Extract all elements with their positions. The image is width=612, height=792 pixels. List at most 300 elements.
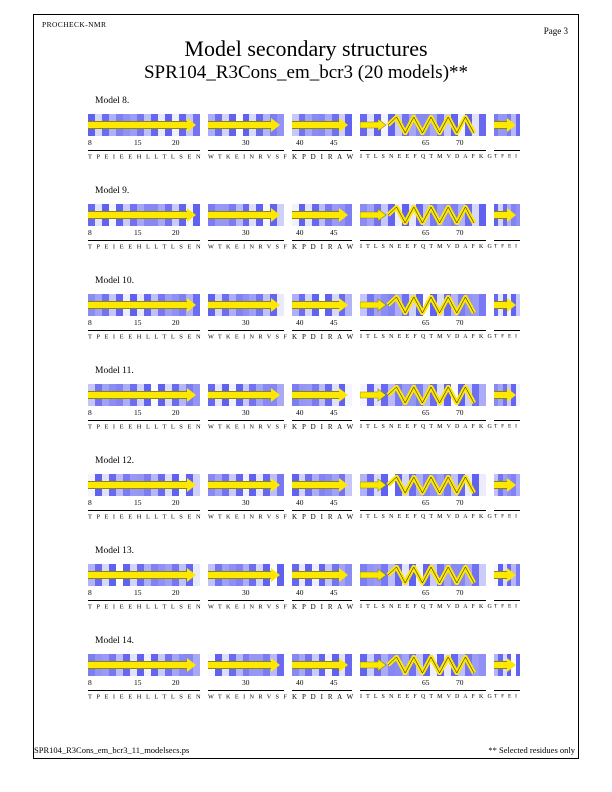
residue-sequence: T P E I E E H L L T L S E N [88,423,203,431]
sequence-rule [208,600,284,601]
arrow-body [88,211,187,219]
residue-sequence: W T K E I N R V S F [208,423,289,431]
panel-3 [292,294,355,354]
sequence-rule [292,690,352,691]
beta-strand-arrow [292,388,348,402]
panel-2 [208,114,289,174]
tick-label: 30 [242,138,250,147]
sequence-rule [208,420,284,421]
arrow-head [187,388,196,402]
tick-label: 70 [456,228,464,237]
arrow-head [339,388,348,402]
strip-cell [516,294,520,316]
panel-row [88,294,518,354]
residue-sequence: W T K E I N R V S F [208,333,289,341]
sequence-rule [292,420,352,421]
sequence-rule [494,600,520,601]
tick-label: 65 [422,228,430,237]
tick-label: 8 [88,228,92,237]
alpha-helix-coil [360,655,486,675]
residue-sequence: I T L S N E E F Q T M V D A F K G [360,423,494,430]
arrow-head [507,658,516,672]
residue-ticks [88,408,200,418]
alpha-helix-coil [360,205,486,225]
panel-3 [292,114,355,174]
panel-5 [494,654,520,714]
residue-sequence: T P E I E E H L L T L S E N [88,693,203,701]
sequence-rule [360,420,486,421]
beta-strand-arrow [88,388,196,402]
residue-ticks [208,498,284,508]
model-label: Model 13. [95,546,135,556]
panel-3 [292,654,355,714]
arrow-head [507,208,516,222]
sequence-rule [360,330,486,331]
arrow-head [339,118,348,132]
panel-4 [360,654,494,714]
panel-1 [88,564,203,624]
tick-label: 20 [172,138,180,147]
arrow-body [292,571,339,579]
strip-cell [516,384,520,406]
panel-3 [292,474,355,534]
residue-sequence: T F E I [494,333,519,340]
arrow-body [494,571,507,579]
residue-sequence: I T L S N E E F Q T M V D A F K G [360,333,494,340]
beta-strand-arrow [292,478,348,492]
arrow-head [507,298,516,312]
arrow-body [208,391,271,399]
beta-strand-arrow [494,388,516,402]
tick-label: 30 [242,498,250,507]
arrow-body [88,571,187,579]
footer-filename: SPR104_R3Cons_em_bcr3_11_modelsecs.ps [34,745,190,755]
tick-label: 45 [330,498,338,507]
residue-ticks [494,498,520,508]
panel-4 [360,294,494,354]
arrow-head [187,568,196,582]
arrow-head [271,478,280,492]
strip-cell [516,474,520,496]
arrow-head [187,118,196,132]
beta-strand-arrow [208,568,280,582]
residue-ticks [292,138,352,148]
arrow-head [271,208,280,222]
page-title: Model secondary structures [184,36,428,61]
panel-3 [292,204,355,264]
panel-4 [360,204,494,264]
arrow-head [507,118,516,132]
beta-strand-arrow [494,118,516,132]
arrow-body [292,391,339,399]
tick-label: 15 [134,678,142,687]
arrow-head [339,298,348,312]
residue-ticks [292,228,352,238]
tick-label: 20 [172,228,180,237]
residue-ticks [88,318,200,328]
sequence-rule [88,690,200,691]
strip-cell [516,114,520,136]
panel-2 [208,384,289,444]
residue-ticks [360,588,486,598]
sequence-rule [88,600,200,601]
tick-label: 40 [296,588,304,597]
tick-label: 65 [422,138,430,147]
arrow-body [494,481,507,489]
panel-1 [88,204,203,264]
beta-strand-arrow [88,118,196,132]
residue-sequence: W T K E I N R V S F [208,153,289,161]
arrow-body [208,211,271,219]
arrow-body [494,661,507,669]
panel-5 [494,384,520,444]
tick-label: 15 [134,318,142,327]
tick-label: 65 [422,318,430,327]
panel-1 [88,654,203,714]
residue-sequence: W T K E I N R V S F [208,513,289,521]
beta-strand-arrow [208,388,280,402]
residue-sequence: K P D I R A W [292,693,355,701]
arrow-head [187,208,196,222]
sequence-rule [292,510,352,511]
residue-ticks [88,228,200,238]
tick-label: 8 [88,498,92,507]
arrow-body [292,211,339,219]
residue-sequence: T P E I E E H L L T L S E N [88,243,203,251]
alpha-helix-coil [360,565,486,585]
panel-1 [88,384,203,444]
panel-5 [494,204,520,264]
model-label: Model 8. [95,96,130,106]
panel-3 [292,384,355,444]
residue-sequence: T P E I E E H L L T L S E N [88,513,203,521]
residue-ticks [208,678,284,688]
beta-strand-arrow [494,298,516,312]
residue-sequence: W T K E I N R V S F [208,603,289,611]
tick-label: 15 [134,588,142,597]
residue-sequence: I T L S N E E F Q T M V D A F K G [360,243,494,250]
residue-sequence: T P E I E E H L L T L S E N [88,153,203,161]
arrow-body [88,661,187,669]
arrow-head [339,658,348,672]
residue-sequence: K P D I R A W [292,423,355,431]
arrow-body [88,391,187,399]
tick-label: 70 [456,498,464,507]
arrow-body [208,301,271,309]
residue-ticks [208,138,284,148]
panel-row [88,474,518,534]
tick-label: 20 [172,588,180,597]
model-label: Model 10. [95,276,135,286]
arrow-head [339,478,348,492]
arrow-head [339,568,348,582]
beta-strand-arrow [292,298,348,312]
residue-ticks [494,318,520,328]
model-label: Model 9. [95,186,130,196]
residue-ticks [360,678,486,688]
arrow-head [271,298,280,312]
tick-label: 20 [172,498,180,507]
panel-5 [494,564,520,624]
panel-5 [494,474,520,534]
sequence-rule [360,150,486,151]
beta-strand-arrow [88,568,196,582]
residue-ticks [292,318,352,328]
residue-sequence: I T L S N E E F Q T M V D A F K G [360,603,494,610]
residue-ticks [208,318,284,328]
residue-ticks [494,588,520,598]
arrow-body [88,301,187,309]
page-number: Page 3 [543,26,568,36]
footer-note: ** Selected residues only [488,745,575,755]
sequence-rule [494,330,520,331]
arrow-body [292,661,339,669]
panel-row [88,204,518,264]
sequence-rule [88,330,200,331]
residue-sequence: T F E I [494,603,519,610]
program-name: PROCHECK-NMR [42,20,107,29]
arrow-body [292,121,339,129]
tick-label: 30 [242,318,250,327]
arrow-head [507,568,516,582]
tick-label: 15 [134,138,142,147]
panel-5 [494,114,520,174]
sequence-rule [360,600,486,601]
tick-label: 20 [172,318,180,327]
tick-label: 8 [88,678,92,687]
tick-label: 45 [330,318,338,327]
beta-strand-arrow [88,478,196,492]
sequence-rule [208,690,284,691]
arrow-head [271,118,280,132]
sequence-rule [292,330,352,331]
residue-ticks [88,138,200,148]
sequence-rule [360,240,486,241]
tick-label: 40 [296,498,304,507]
tick-label: 30 [242,228,250,237]
panel-2 [208,204,289,264]
sequence-rule [88,510,200,511]
sequence-rule [494,510,520,511]
page-subtitle: SPR104_R3Cons_em_bcr3 (20 models)** [143,62,469,83]
arrow-body [208,481,271,489]
residue-ticks [494,678,520,688]
sequence-rule [208,150,284,151]
panel-1 [88,474,203,534]
panel-3 [292,564,355,624]
strip-cell [516,564,520,586]
sequence-rule [208,240,284,241]
arrow-body [208,121,271,129]
panel-1 [88,294,203,354]
tick-label: 70 [456,318,464,327]
residue-ticks [292,408,352,418]
tick-label: 20 [172,678,180,687]
tick-label: 40 [296,228,304,237]
model-label: Model 11. [95,366,134,376]
tick-label: 45 [330,408,338,417]
panel-1 [88,114,203,174]
residue-ticks [208,228,284,238]
sequence-rule [494,420,520,421]
beta-strand-arrow [208,298,280,312]
panel-row [88,114,518,174]
residue-sequence: I T L S N E E F Q T M V D A F K G [360,513,494,520]
alpha-helix-coil [360,475,486,495]
residue-ticks [360,408,486,418]
beta-strand-arrow [494,568,516,582]
tick-label: 30 [242,678,250,687]
residue-sequence: T F E I [494,423,519,430]
residue-ticks [88,678,200,688]
arrow-head [187,478,196,492]
beta-strand-arrow [88,208,196,222]
arrow-body [88,121,187,129]
arrow-head [271,658,280,672]
tick-label: 30 [242,588,250,597]
beta-strand-arrow [292,208,348,222]
beta-strand-arrow [88,658,196,672]
tick-label: 40 [296,678,304,687]
residue-sequence: T F E I [494,153,519,160]
sequence-rule [292,240,352,241]
beta-strand-arrow [494,658,516,672]
sequence-rule [88,150,200,151]
model-label: Model 14. [95,636,135,646]
sequence-rule [208,510,284,511]
sequence-rule [360,690,486,691]
tick-label: 65 [422,408,430,417]
sequence-rule [88,240,200,241]
tick-label: 15 [134,408,142,417]
arrow-head [187,658,196,672]
model-label: Model 12. [95,456,135,466]
residue-sequence: W T K E I N R V S F [208,693,289,701]
tick-label: 65 [422,588,430,597]
tick-label: 45 [330,678,338,687]
residue-ticks [208,588,284,598]
residue-sequence: W T K E I N R V S F [208,243,289,251]
residue-ticks [292,678,352,688]
tick-label: 8 [88,588,92,597]
tick-label: 40 [296,138,304,147]
arrow-head [339,208,348,222]
tick-label: 70 [456,588,464,597]
tick-label: 70 [456,408,464,417]
residue-sequence: K P D I R A W [292,513,355,521]
tick-label: 15 [134,228,142,237]
sequence-rule [292,600,352,601]
panel-4 [360,114,494,174]
arrow-head [187,298,196,312]
tick-label: 45 [330,138,338,147]
panel-4 [360,564,494,624]
tick-label: 45 [330,228,338,237]
arrow-body [494,391,507,399]
arrow-head [507,388,516,402]
tick-label: 30 [242,408,250,417]
residue-ticks [494,408,520,418]
residue-sequence: T F E I [494,243,519,250]
tick-label: 15 [134,498,142,507]
residue-sequence: I T L S N E E F Q T M V D A F K G [360,693,494,700]
arrow-body [494,301,507,309]
strip-cell [516,204,520,226]
beta-strand-arrow [88,298,196,312]
arrow-body [292,481,339,489]
beta-strand-arrow [292,118,348,132]
arrow-body [292,301,339,309]
sequence-rule [208,330,284,331]
sequence-rule [360,510,486,511]
arrow-body [208,661,271,669]
residue-sequence: T P E I E E H L L T L S E N [88,333,203,341]
residue-sequence: K P D I R A W [292,333,355,341]
residue-ticks [494,138,520,148]
sequence-rule [494,690,520,691]
alpha-helix-coil [360,115,486,135]
panel-4 [360,384,494,444]
residue-ticks [88,498,200,508]
arrow-body [494,121,507,129]
panel-row [88,384,518,444]
residue-sequence: K P D I R A W [292,153,355,161]
tick-label: 40 [296,408,304,417]
sequence-rule [494,150,520,151]
residue-sequence: K P D I R A W [292,243,355,251]
tick-label: 70 [456,678,464,687]
arrow-head [271,568,280,582]
sequence-rule [292,150,352,151]
tick-label: 8 [88,408,92,417]
beta-strand-arrow [494,208,516,222]
alpha-helix-coil [360,295,486,315]
panel-2 [208,294,289,354]
beta-strand-arrow [208,658,280,672]
sequence-rule [494,240,520,241]
residue-ticks [360,498,486,508]
arrow-head [271,388,280,402]
beta-strand-arrow [292,568,348,582]
residue-ticks [292,498,352,508]
arrow-body [88,481,187,489]
tick-label: 8 [88,318,92,327]
residue-ticks [494,228,520,238]
residue-sequence: T F E I [494,513,519,520]
beta-strand-arrow [208,118,280,132]
panel-2 [208,654,289,714]
panel-5 [494,294,520,354]
strip-cell [516,654,520,676]
residue-ticks [208,408,284,418]
residue-sequence: T F E I [494,693,519,700]
arrow-body [494,211,507,219]
panel-4 [360,474,494,534]
residue-ticks [88,588,200,598]
beta-strand-arrow [292,658,348,672]
tick-label: 20 [172,408,180,417]
residue-sequence: I T L S N E E F Q T M V D A F K G [360,153,494,160]
tick-label: 65 [422,678,430,687]
tick-label: 70 [456,138,464,147]
arrow-body [208,571,271,579]
tick-label: 40 [296,318,304,327]
beta-strand-arrow [208,478,280,492]
alpha-helix-coil [360,385,486,405]
arrow-head [507,478,516,492]
residue-sequence: K P D I R A W [292,603,355,611]
sequence-rule [88,420,200,421]
